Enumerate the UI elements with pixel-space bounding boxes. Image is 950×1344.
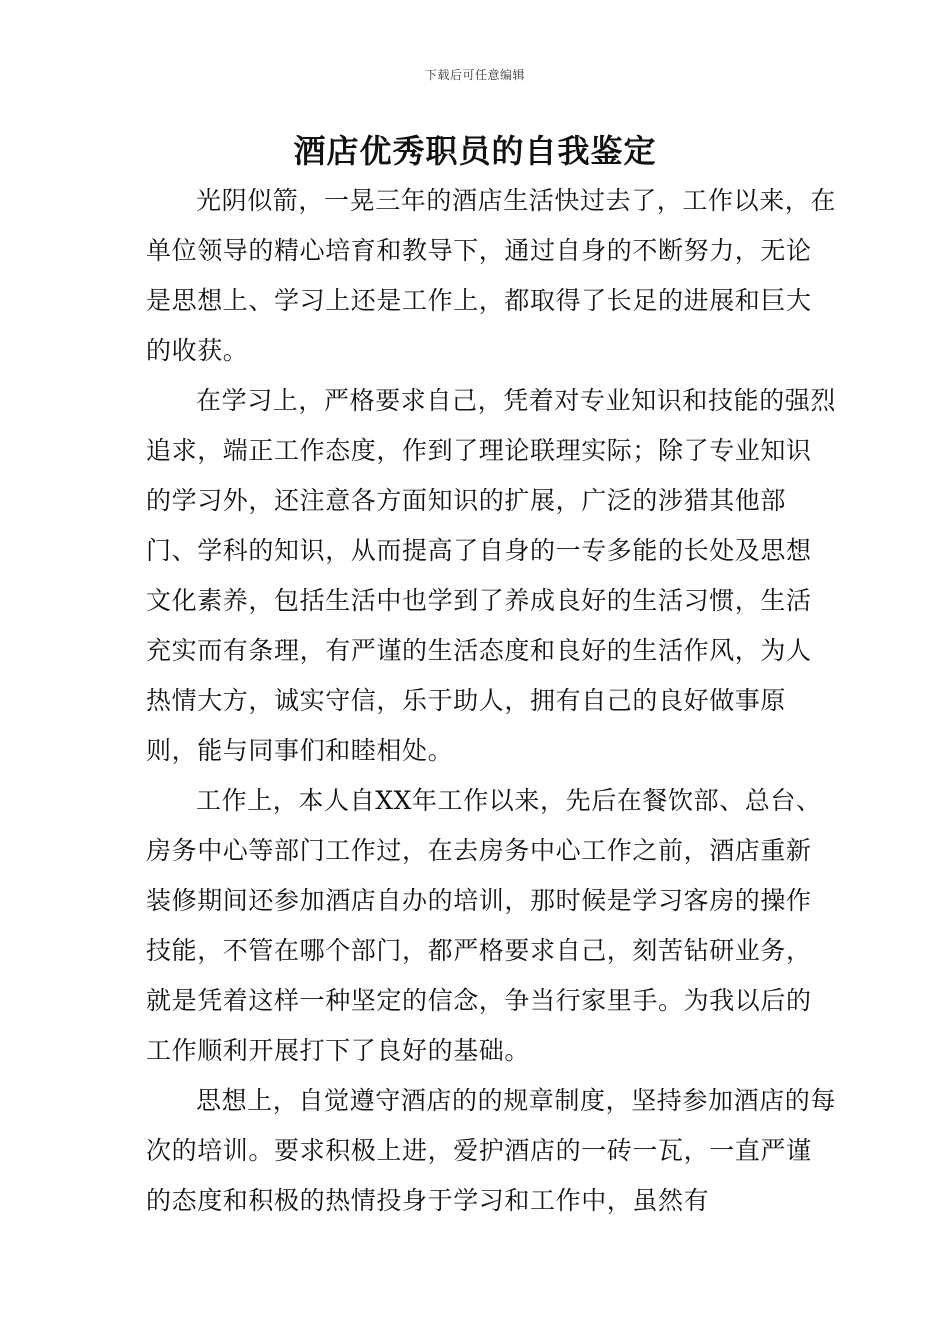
paragraph-study: 在学习上，严格要求自己，凭着对专业知识和技能的强烈追求，端正工作态度，作到了理论联理实际；除了专业知识的学习外，还注意各方面知识的扩展，广泛的涉猎其他部门、学科的知识，从而提高了自身的一专多能的长处及思想文化素养，包括生活中也学到了养成良好的生活习惯，生活充实而有条理，有严谨的生活态度和良好的生活作风，为人热情大方，诚实守信，乐于助人，拥有自己的良好做事原则，能与同事们和睦相处。 [146,386,837,765]
document-body [146,176,836,1226]
paragraph-work: 工作上，本人自XX年工作以来，先后在餐饮部、总台、房务中心等部门工作过，在去房务中心工作之前，酒店重新装修期间还参加酒店自办的培训，那时候是学习客房的操作技能，不管在哪个部门，都严格要求自己，刻苦钻研业务，就是凭着这样一种坚定的信念，争当行家里手。为我以后的工作顺利开展打下了良好的基础。 [146,786,822,1065]
header-note: 下载后可任意编辑 [424,68,525,82]
paragraph-intro: 光阴似箭，一晃三年的酒店生活快过去了，工作以来，在单位领导的精心培育和教导下，通过自身的不断努力，无论是思想上、学习上还是工作上，都取得了长足的进展和巨大的收获。 [146,186,837,365]
paragraph-thought: 思想上，自觉遵守酒店的的规章制度，坚持参加酒店的每次的培训。要求积极上进，爱护酒店的一砖一瓦，一直严谨的态度和积极的热情投身于学习和工作中，虽然有 [146,1086,837,1215]
document-title: 酒店优秀职员的自我鉴定 [293,132,657,170]
